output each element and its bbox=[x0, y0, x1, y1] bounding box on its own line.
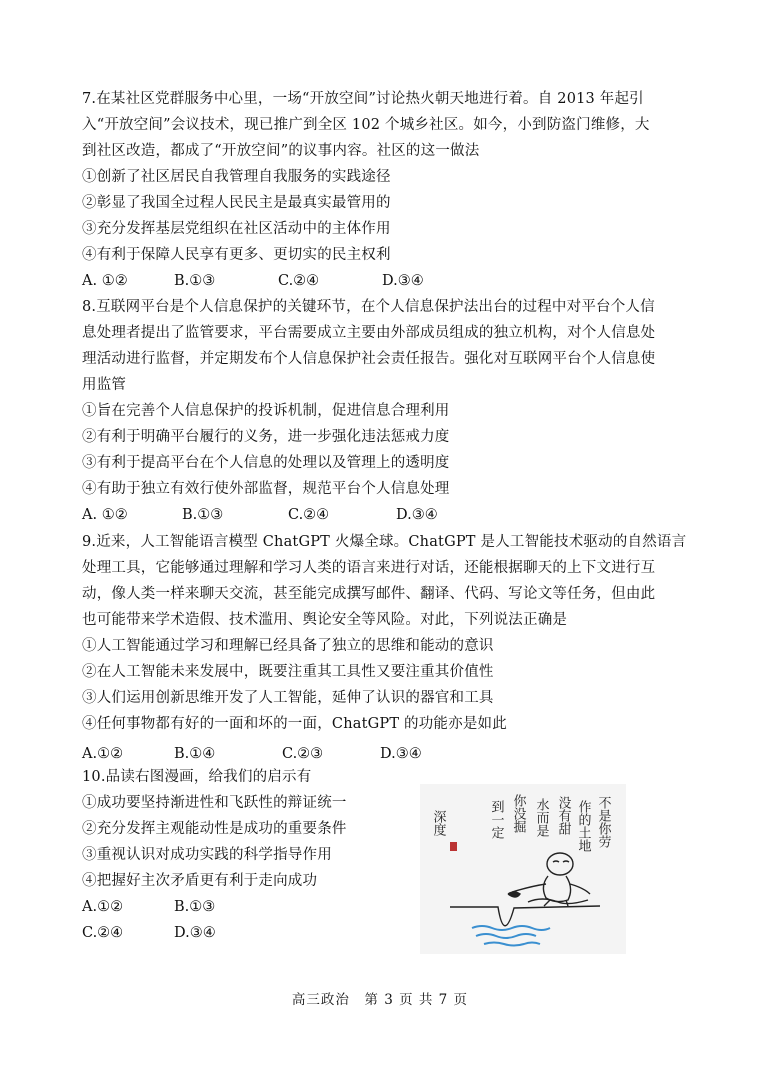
question-7 bbox=[82, 86, 692, 294]
option-a: A.①② bbox=[82, 899, 124, 915]
calligraphy-column: 深度 bbox=[430, 810, 446, 836]
option-d: D.③④ bbox=[174, 925, 216, 941]
option-b: B.①③ bbox=[174, 899, 216, 915]
ground-pit bbox=[450, 906, 600, 926]
question-10-line: 10.品读右图漫画，给我们的启示有 bbox=[82, 769, 312, 785]
question-9-statement: ④任何事物都有好的一面和坏的一面，ChatGPT 的功能亦是如此 bbox=[82, 716, 507, 732]
option-a: A.①② bbox=[82, 746, 124, 762]
question-8 bbox=[82, 294, 692, 528]
option-b: B.①④ bbox=[174, 746, 216, 762]
option-d: D.③④ bbox=[380, 746, 422, 762]
question-7-options bbox=[82, 268, 692, 294]
question-7-statement: ④有利于保障人民享有更多、更切实的民主权利 bbox=[82, 247, 391, 263]
question-7-line: 入“开放空间”会议技术，现已推广到全区 102 个城乡社区。如今，小到防盗门维修，大 bbox=[82, 117, 650, 133]
option-b: B.①③ bbox=[182, 507, 224, 523]
option-b: B.①③ bbox=[174, 273, 216, 289]
option-c: C.②④ bbox=[288, 507, 330, 523]
question-8-statement: ④有助于独立有效行使外部监督，规范平台个人信息处理 bbox=[82, 481, 450, 497]
question-9 bbox=[82, 529, 692, 767]
calligraphy-column: 水而是 bbox=[533, 798, 549, 837]
question-8-statement: ①旨在完善个人信息保护的投诉机制，促进信息合理利用 bbox=[82, 403, 450, 419]
question-7-line: 7.在某社区党群服务中心里，一场“开放空间”讨论热火朝天地进行着。自 2013 年起引 bbox=[82, 91, 644, 107]
digger-figure bbox=[508, 853, 590, 906]
question-9-line: 也可能带来学术造假、技术滥用、舆论安全等风险。对此，下列说法正确是 bbox=[82, 612, 568, 628]
calligraphy-column: 你没掘 bbox=[510, 794, 526, 833]
question-7-line: 到社区改造，都成了“开放空间”的议事内容。社区的这一做法 bbox=[82, 143, 480, 159]
option-c: C.②④ bbox=[82, 925, 124, 941]
seal-stamp bbox=[450, 842, 457, 851]
question-7-statement: ③充分发挥基层党组织在社区活动中的主体作用 bbox=[82, 221, 391, 237]
question-8-statement: ③有利于提高平台在个人信息的处理以及管理上的透明度 bbox=[82, 455, 450, 471]
option-a: A. ①② bbox=[82, 507, 128, 523]
question-10-statement: ②充分发挥主观能动性是成功的重要条件 bbox=[82, 821, 347, 837]
calligraphy-column: 到一定 bbox=[488, 800, 504, 839]
question-10-statement: ③重视认识对成功实践的科学指导作用 bbox=[82, 847, 332, 863]
question-8-statement: ②有利于明确平台履行的义务，进一步强化违法惩戒力度 bbox=[82, 429, 450, 445]
question-7-statement: ①创新了社区居民自我管理自我服务的实践途径 bbox=[82, 169, 391, 185]
option-d: D.③④ bbox=[396, 507, 438, 523]
option-c: C.②③ bbox=[282, 746, 324, 762]
calligraphy-column: 没有甜 bbox=[555, 796, 571, 835]
option-c: C.②④ bbox=[278, 273, 320, 289]
question-9-line: 处理工具，它能够通过理解和学习人类的语言来进行对话，还能根据聊天的上下文进行互 bbox=[82, 560, 656, 576]
question-10-statement: ④把握好主次矛盾更有利于走向成功 bbox=[82, 873, 318, 889]
water-icon bbox=[472, 926, 550, 946]
page-footer: 高三政治 第 3 页 共 7 页 bbox=[291, 992, 469, 1008]
question-9-statement: ②在人工智能未来发展中，既要注重其工具性又要注重其价值性 bbox=[82, 664, 494, 680]
question-8-line: 息处理者提出了监管要求，平台需要成立主要由外部成员组成的独立机构，对个人信息处 bbox=[82, 325, 656, 341]
question-9-statement: ①人工智能通过学习和理解已经具备了独立的思维和能动的意识 bbox=[82, 638, 494, 654]
calligraphy-column: 不是你劳 bbox=[595, 796, 611, 848]
question-9-line: 9.近来，人工智能语言模型 ChatGPT 火爆全球。ChatGPT 是人工智能技术驱动的自然语言 bbox=[82, 534, 687, 550]
option-d: D.③④ bbox=[382, 273, 424, 289]
calligraphy-column: 作的土地 bbox=[575, 800, 591, 852]
option-a: A. ①② bbox=[82, 273, 128, 289]
question-8-line: 用监管 bbox=[82, 377, 127, 393]
cartoon-image bbox=[420, 784, 626, 954]
question-8-line: 8.互联网平台是个人信息保护的关键环节，在个人信息保护法出台的过程中对平台个人信 bbox=[82, 299, 655, 315]
cartoon-drawing bbox=[420, 784, 626, 954]
question-9-statement: ③人们运用创新思维开发了人工智能，延伸了认识的器官和工具 bbox=[82, 690, 494, 706]
question-10-statement: ①成功要坚持渐进性和飞跃性的辩证统一 bbox=[82, 795, 347, 811]
cartoon-calligraphy bbox=[431, 794, 612, 852]
question-7-statement: ②彰显了我国全过程人民民主是最真实最管用的 bbox=[82, 195, 391, 211]
question-8-line: 理活动进行监督，并定期发布个人信息保护社会责任报告。强化对互联网平台个人信息使 bbox=[82, 351, 656, 367]
question-9-line: 动，像人类一样来聊天交流，甚至能完成撰写邮件、翻译、代码、写论文等任务，但由此 bbox=[82, 586, 656, 602]
question-8-options bbox=[82, 502, 692, 528]
